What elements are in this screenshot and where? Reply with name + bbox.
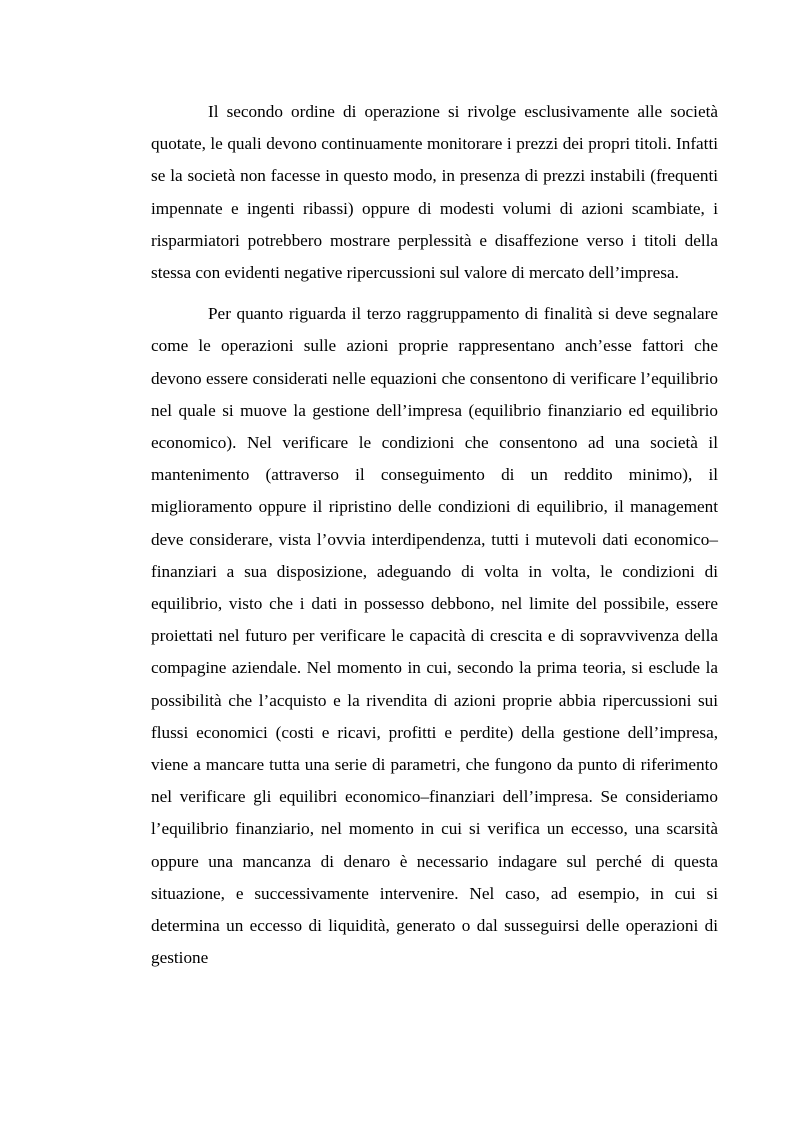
paragraph-secondo-ordine: Il secondo ordine di operazione si rivolge esclusivamente alle società quotate, le quali devono continuamente monitorare i prezzi dei propri titoli. Infatti se la società non facesse in questo modo, in presenza di prezzi instabili (frequenti impennate e ingenti ribassi) oppure di modesti volumi di azioni scambiate, i risparmiatori potrebbero mostrare perplessità e disaffezione verso i titoli della stessa con evidenti negative ripercussioni sul valore di mercato dell’impresa.: [151, 102, 718, 283]
document-page: [151, 96, 718, 974]
paragraph-terzo-raggruppamento: Per quanto riguarda il terzo raggruppamento di finalità si deve segnalare come le operazioni sulle azioni proprie rappresentano anch’esse fattori che devono essere considerati nelle equazioni che consentono di verificare l’equilibrio nel quale si muove la gestione dell’impresa (equilibrio finanziario ed equilibrio economico). Nel verificare le condizioni che consentono ad una società il mantenimento (attraverso il conseguimento di un reddito minimo), il miglioramento oppure il ripristino delle condizioni di equilibrio, il management deve considerare, vista l’ovvia interdipendenza, tutti i mutevoli dati economico–finanziari a sua disposizione, adeguando di volta in volta, le condizioni di equilibrio, visto che i dati in possesso debbono, nel limite del possibile, essere proiettati nel futuro per verificare le capacità di crescita e di sopravvivenza della compagine aziendale. Nel momento in cui, secondo la prima teoria, si esclude la possibilità che l’acquisto e la rivendita di azioni proprie abbia ripercussioni sui flussi economici (costi e ricavi, profitti e perdite) della gestione dell’impresa, viene a mancare tutta una serie di parametri, che fungono da punto di riferimento nel verificare gli equilibri economico–finanziari dell’impresa. Se consideriamo l’equilibrio finanziario, nel momento in cui si verifica un eccesso, una scarsità oppure una mancanza di denaro è necessario indagare sul perché di questa situazione, e successivamente intervenire. Nel caso, ad esempio, in cui si determina un eccesso di liquidità, generato o dal susseguirsi delle operazioni di gestione: [151, 304, 718, 968]
